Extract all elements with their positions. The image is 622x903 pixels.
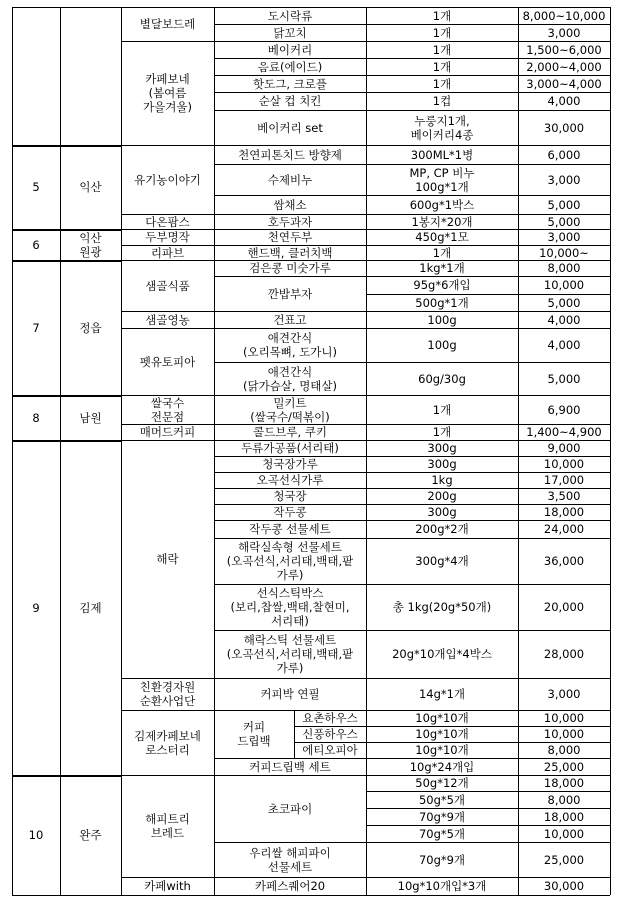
grid-line bbox=[366, 742, 610, 743]
quantity: 300ML*1병 bbox=[410, 147, 474, 162]
product-name: 베이커리 set bbox=[257, 120, 323, 135]
quantity: 100g bbox=[427, 312, 457, 327]
region: 완주 bbox=[79, 828, 102, 842]
price: 8,000 bbox=[547, 261, 581, 275]
grid-line bbox=[214, 440, 366, 441]
grid-line bbox=[121, 229, 214, 230]
product-name: 오곡선식가루 bbox=[256, 473, 324, 487]
grid-line bbox=[366, 456, 610, 457]
grid-line bbox=[214, 758, 366, 759]
grid-line bbox=[214, 164, 366, 165]
quantity: 누룽지1개, 베이커리4종 bbox=[410, 113, 474, 142]
quantity: 1개 bbox=[432, 425, 452, 439]
grid-line bbox=[366, 214, 610, 215]
grid-line bbox=[121, 328, 214, 329]
quantity: 10g*10개입*3개 bbox=[397, 879, 487, 893]
grid-line bbox=[366, 538, 610, 539]
row-number: 6 bbox=[32, 237, 40, 252]
grid-line bbox=[121, 7, 122, 895]
price: 30,000 bbox=[543, 120, 585, 135]
grid-line bbox=[366, 41, 610, 42]
grid-line bbox=[366, 758, 610, 759]
grid-line bbox=[214, 328, 366, 329]
product-name: 애견간식 (오리목뼈, 도가니) bbox=[242, 331, 338, 359]
product-name: 초코파이 bbox=[267, 801, 313, 816]
row-number bbox=[12, 7, 60, 145]
quantity: 300g bbox=[427, 441, 457, 455]
quantity: 70g*9개 bbox=[418, 809, 466, 824]
grid-line bbox=[214, 58, 366, 59]
company-name: 두부명작 bbox=[145, 230, 190, 244]
grid-line bbox=[121, 145, 214, 146]
grid-line bbox=[366, 678, 610, 679]
product-name: 베이커리 bbox=[267, 42, 313, 57]
grid-line bbox=[121, 678, 214, 679]
price: 3,000~4,000 bbox=[526, 76, 602, 91]
price: 36,000 bbox=[543, 554, 585, 568]
grid-line bbox=[214, 41, 366, 42]
product-name: 청국장 bbox=[273, 489, 307, 503]
quantity: 300g bbox=[427, 505, 457, 519]
grid-line bbox=[12, 895, 610, 896]
grid-line bbox=[366, 842, 610, 843]
price: 24,000 bbox=[543, 522, 585, 536]
grid-line bbox=[12, 775, 121, 777]
grid-line bbox=[121, 395, 214, 396]
product-variant: 요촌하우스 bbox=[302, 711, 358, 725]
grid-line bbox=[214, 7, 366, 8]
grid-line bbox=[366, 726, 610, 727]
quantity: 10g*10개 bbox=[415, 711, 469, 725]
grid-line bbox=[121, 424, 214, 425]
region: 김제 bbox=[79, 600, 102, 615]
product-name: 해락실속형 선물세트 (오곡선식,서리태,백태,팥 가루) bbox=[226, 540, 354, 582]
grid-line bbox=[366, 229, 610, 230]
grid-line bbox=[121, 214, 214, 215]
product-name: 핸드백, 클러치백 bbox=[247, 245, 333, 260]
region: 남원 bbox=[79, 410, 102, 425]
grid-line bbox=[366, 7, 367, 895]
grid-line bbox=[366, 710, 610, 711]
grid-line bbox=[294, 742, 366, 743]
grid-line bbox=[366, 7, 610, 8]
product-name: 커피 드립백 bbox=[237, 720, 271, 748]
grid-line bbox=[366, 775, 610, 776]
grid-line bbox=[366, 395, 610, 396]
grid-line bbox=[12, 440, 121, 442]
company-name: 별달보드레 bbox=[139, 17, 196, 31]
product-name: 수제비누 bbox=[267, 172, 313, 187]
product-name: 음료(에이드) bbox=[257, 59, 323, 74]
grid-line bbox=[214, 538, 366, 539]
grid-line bbox=[366, 630, 610, 631]
grid-line bbox=[214, 276, 366, 277]
price: 3,000 bbox=[547, 687, 581, 701]
region: 정읍 bbox=[79, 320, 102, 335]
price: 9,000 bbox=[547, 441, 581, 455]
grid-line bbox=[121, 260, 214, 261]
product-name: 쌈채소 bbox=[273, 197, 307, 212]
grid-line bbox=[366, 440, 610, 441]
grid-line bbox=[214, 110, 366, 111]
grid-line bbox=[121, 311, 214, 312]
grid-line bbox=[294, 710, 295, 758]
quantity: 1kg*1개 bbox=[419, 261, 465, 275]
grid-line bbox=[610, 7, 611, 895]
quantity: 10g*24개입 bbox=[409, 759, 475, 774]
quantity: 14g*1개 bbox=[418, 687, 466, 701]
quantity: 1개 bbox=[432, 76, 452, 91]
grid-line bbox=[12, 260, 121, 262]
price: 5,000 bbox=[547, 371, 581, 386]
price: 25,000 bbox=[543, 852, 585, 867]
company-name: 카페with bbox=[144, 879, 191, 893]
price: 5,000 bbox=[547, 295, 581, 310]
product-name: 핫도그, 크로플 bbox=[253, 76, 327, 91]
grid-line bbox=[214, 710, 294, 711]
region: 익산 bbox=[79, 180, 102, 194]
company-name: 다온팜스 bbox=[145, 214, 190, 229]
company-name: 해락 bbox=[156, 552, 179, 566]
company-name: 샘골식품 bbox=[145, 278, 190, 293]
price: 28,000 bbox=[543, 647, 585, 661]
price: 10,000 bbox=[543, 457, 585, 471]
grid-line bbox=[214, 678, 366, 679]
quantity: 10g*10개 bbox=[415, 727, 469, 741]
price: 6,000 bbox=[547, 147, 581, 162]
grid-line bbox=[366, 276, 610, 277]
grid-line bbox=[121, 245, 214, 246]
product-name: 커피드립백 세트 bbox=[249, 759, 331, 774]
grid-line bbox=[214, 229, 366, 230]
grid-line bbox=[214, 311, 366, 312]
grid-line bbox=[214, 877, 366, 878]
grid-line bbox=[214, 395, 366, 396]
quantity: 500g*1개 bbox=[415, 295, 469, 310]
price: 6,900 bbox=[547, 402, 581, 417]
grid-line bbox=[366, 195, 610, 196]
grid-line bbox=[12, 7, 60, 8]
grid-line bbox=[214, 424, 366, 425]
product-name: 카페스퀘어20 bbox=[254, 879, 326, 893]
product-name: 해락스틱 선물세트 (오곡선식,서리태,백태,팥 가루) bbox=[226, 633, 354, 675]
product-name: 밀키트 (쌀국수/떡볶이) bbox=[250, 395, 330, 424]
grid-line bbox=[121, 41, 214, 42]
grid-line bbox=[214, 584, 366, 585]
quantity: 1컵 bbox=[432, 94, 452, 108]
region: 익산 원광 bbox=[79, 230, 102, 259]
price: 3,000 bbox=[547, 25, 581, 40]
grid-line bbox=[60, 7, 121, 8]
quantity: 50g*12개 bbox=[415, 776, 469, 790]
price: 8,000 bbox=[547, 743, 581, 757]
company-name: 해피트리 브레드 bbox=[145, 812, 190, 840]
quantity: 1봉지*20개 bbox=[411, 214, 473, 229]
price: 3,000 bbox=[547, 230, 581, 244]
quantity: 200g bbox=[427, 489, 457, 503]
price: 4,000 bbox=[547, 312, 581, 327]
price: 10,000~ bbox=[539, 245, 589, 260]
grid-line bbox=[214, 245, 366, 246]
grid-line bbox=[366, 245, 610, 246]
grid-line bbox=[366, 145, 610, 146]
grid-line bbox=[214, 24, 366, 25]
company-name: 친환경자원 순환사업단 bbox=[139, 680, 196, 708]
company-name: 유기농이야기 bbox=[134, 172, 201, 187]
product-name: 선식스틱박스 (보리,찹쌀,백태,찰현미, 서리태) bbox=[230, 586, 350, 628]
price: 8,000 bbox=[547, 792, 581, 807]
grid-line bbox=[214, 488, 366, 489]
grid-line bbox=[366, 488, 610, 489]
grid-line bbox=[366, 75, 610, 76]
row-number: 8 bbox=[32, 410, 40, 425]
quantity: 200g*2개 bbox=[415, 522, 469, 536]
grid-line bbox=[214, 520, 366, 521]
row-number: 5 bbox=[32, 180, 40, 194]
product-name: 닭꼬치 bbox=[273, 25, 307, 40]
price: 3,000 bbox=[547, 172, 581, 187]
product-name: 천연두부 bbox=[267, 230, 313, 244]
price: 2,000~4,000 bbox=[526, 59, 602, 74]
quantity: 1개 bbox=[432, 402, 452, 417]
quantity: 1개 bbox=[432, 8, 452, 23]
grid-line bbox=[121, 775, 214, 776]
grid-line bbox=[366, 825, 610, 826]
company-name: 펫유토피아 bbox=[139, 354, 196, 369]
grid-line bbox=[214, 92, 366, 93]
grid-line bbox=[366, 260, 610, 261]
grid-line bbox=[366, 472, 610, 473]
grid-line bbox=[214, 260, 366, 261]
grid-line bbox=[366, 24, 610, 25]
row-number: 7 bbox=[32, 320, 40, 335]
grid-line bbox=[214, 775, 366, 776]
price: 10,000 bbox=[543, 278, 585, 292]
product-variant: 에티오피아 bbox=[302, 743, 358, 757]
product-name: 애견간식 (닭가슴살, 명태살) bbox=[242, 364, 338, 393]
quantity: 1개 bbox=[432, 245, 452, 260]
price: 20,000 bbox=[543, 600, 585, 614]
product-name: 커피박 연필 bbox=[260, 687, 320, 701]
product-name: 콜드브루, 쿠키 bbox=[253, 425, 327, 439]
grid-line bbox=[60, 7, 61, 895]
grid-line bbox=[366, 520, 610, 521]
price: 1,400~4,900 bbox=[526, 425, 602, 439]
grid-line bbox=[518, 7, 519, 895]
grid-line bbox=[366, 504, 610, 505]
grid-line bbox=[214, 630, 366, 631]
grid-line bbox=[366, 294, 610, 295]
quantity: 총 1kg(20g*50개) bbox=[392, 600, 492, 614]
grid-line bbox=[214, 7, 215, 895]
product-variant: 신풍하우스 bbox=[302, 727, 358, 741]
grid-line bbox=[366, 584, 610, 585]
quantity: 300g bbox=[427, 457, 457, 471]
price: 1,500~6,000 bbox=[526, 42, 602, 57]
grid-line bbox=[214, 75, 366, 76]
quantity: 95g*6개입 bbox=[413, 278, 471, 292]
price: 5,000 bbox=[547, 214, 581, 229]
grid-line bbox=[366, 328, 610, 329]
grid-line bbox=[214, 504, 366, 505]
price: 30,000 bbox=[543, 879, 585, 893]
price: 10,000 bbox=[543, 711, 585, 725]
row-number: 10 bbox=[28, 828, 44, 842]
price: 17,000 bbox=[543, 473, 585, 487]
product-name: 검은콩 미숫가루 bbox=[249, 261, 331, 275]
quantity: 50g*5개 bbox=[418, 792, 466, 807]
grid-line bbox=[294, 726, 366, 727]
grid-line bbox=[366, 424, 610, 425]
grid-line bbox=[366, 110, 610, 111]
price: 3,500 bbox=[547, 489, 581, 503]
grid-line bbox=[12, 395, 121, 397]
grid-line bbox=[12, 145, 121, 147]
grid-line bbox=[214, 145, 366, 146]
quantity: 100g bbox=[427, 338, 457, 352]
quantity: 70g*5개 bbox=[418, 826, 466, 841]
grid-line bbox=[121, 877, 214, 878]
quantity: 1개 bbox=[432, 59, 452, 74]
company-name: 샘골영농 bbox=[145, 312, 190, 327]
grid-line bbox=[366, 808, 610, 809]
price: 10,000 bbox=[543, 727, 585, 741]
quantity: 450g*1모 bbox=[415, 230, 469, 244]
product-name: 도시락류 bbox=[267, 8, 313, 23]
region bbox=[60, 7, 121, 145]
product-name: 호두과자 bbox=[267, 214, 313, 229]
product-name: 청국장가루 bbox=[262, 457, 318, 471]
grid-line bbox=[121, 7, 214, 8]
grid-line bbox=[366, 877, 610, 878]
grid-line bbox=[366, 164, 610, 165]
product-name: 우리쌀 해피파이 선물세트 bbox=[249, 845, 331, 874]
grid-line bbox=[214, 195, 366, 196]
price: 8,000~10,000 bbox=[522, 8, 606, 23]
quantity: 1개 bbox=[432, 25, 452, 40]
product-name: 작두콩 선물세트 bbox=[249, 522, 331, 536]
quantity: 10g*10개 bbox=[415, 743, 469, 757]
grid-line bbox=[214, 842, 366, 843]
quantity: 1kg bbox=[431, 473, 453, 487]
company-name: 쌀국수 전문점 bbox=[150, 395, 185, 424]
product-name: 천연피톤치드 방향제 bbox=[238, 147, 342, 162]
grid-line bbox=[294, 710, 366, 711]
price: 10,000 bbox=[543, 826, 585, 841]
grid-line bbox=[214, 456, 366, 457]
company-name: 매머드커피 bbox=[139, 425, 196, 439]
price: 18,000 bbox=[543, 776, 585, 790]
quantity: 600g*1박스 bbox=[409, 197, 475, 212]
product-name: 두류가공품(서리태) bbox=[241, 441, 339, 455]
grid-line bbox=[366, 791, 610, 792]
quantity: 60g/30g bbox=[418, 371, 466, 386]
company-name: 카페보네 (봄여름 가을겨울) bbox=[143, 72, 192, 114]
product-name: 작두콩 bbox=[273, 505, 307, 519]
quantity: 70g*9개 bbox=[418, 852, 466, 867]
quantity: MP, CP 비누 100g*1개 bbox=[409, 165, 475, 194]
grid-line bbox=[12, 7, 13, 895]
grid-line bbox=[366, 92, 610, 93]
grid-line bbox=[121, 710, 214, 711]
price: 4,000 bbox=[547, 94, 581, 108]
price: 18,000 bbox=[543, 809, 585, 824]
grid-line bbox=[12, 229, 121, 231]
quantity: 1개 bbox=[432, 42, 452, 57]
grid-line bbox=[214, 214, 366, 215]
grid-line bbox=[366, 362, 610, 363]
price: 5,000 bbox=[547, 197, 581, 212]
product-name: 순살 컵 치킨 bbox=[258, 94, 322, 108]
grid-line bbox=[214, 362, 366, 363]
quantity: 300g*4개 bbox=[415, 554, 469, 568]
price: 25,000 bbox=[543, 759, 585, 774]
product-name: 건표고 bbox=[273, 312, 307, 327]
grid-line bbox=[121, 440, 214, 441]
row-number: 9 bbox=[32, 600, 40, 615]
product-name: 깐밥부자 bbox=[267, 286, 313, 301]
price: 18,000 bbox=[543, 505, 585, 519]
company-name: 리파브 bbox=[150, 245, 185, 260]
grid-line bbox=[366, 311, 610, 312]
grid-line bbox=[214, 472, 366, 473]
quantity: 20g*10개입*4박스 bbox=[392, 647, 492, 661]
price: 4,000 bbox=[547, 338, 581, 352]
grid-line bbox=[366, 58, 610, 59]
company-name: 김제카페보네 로스터리 bbox=[134, 728, 201, 757]
